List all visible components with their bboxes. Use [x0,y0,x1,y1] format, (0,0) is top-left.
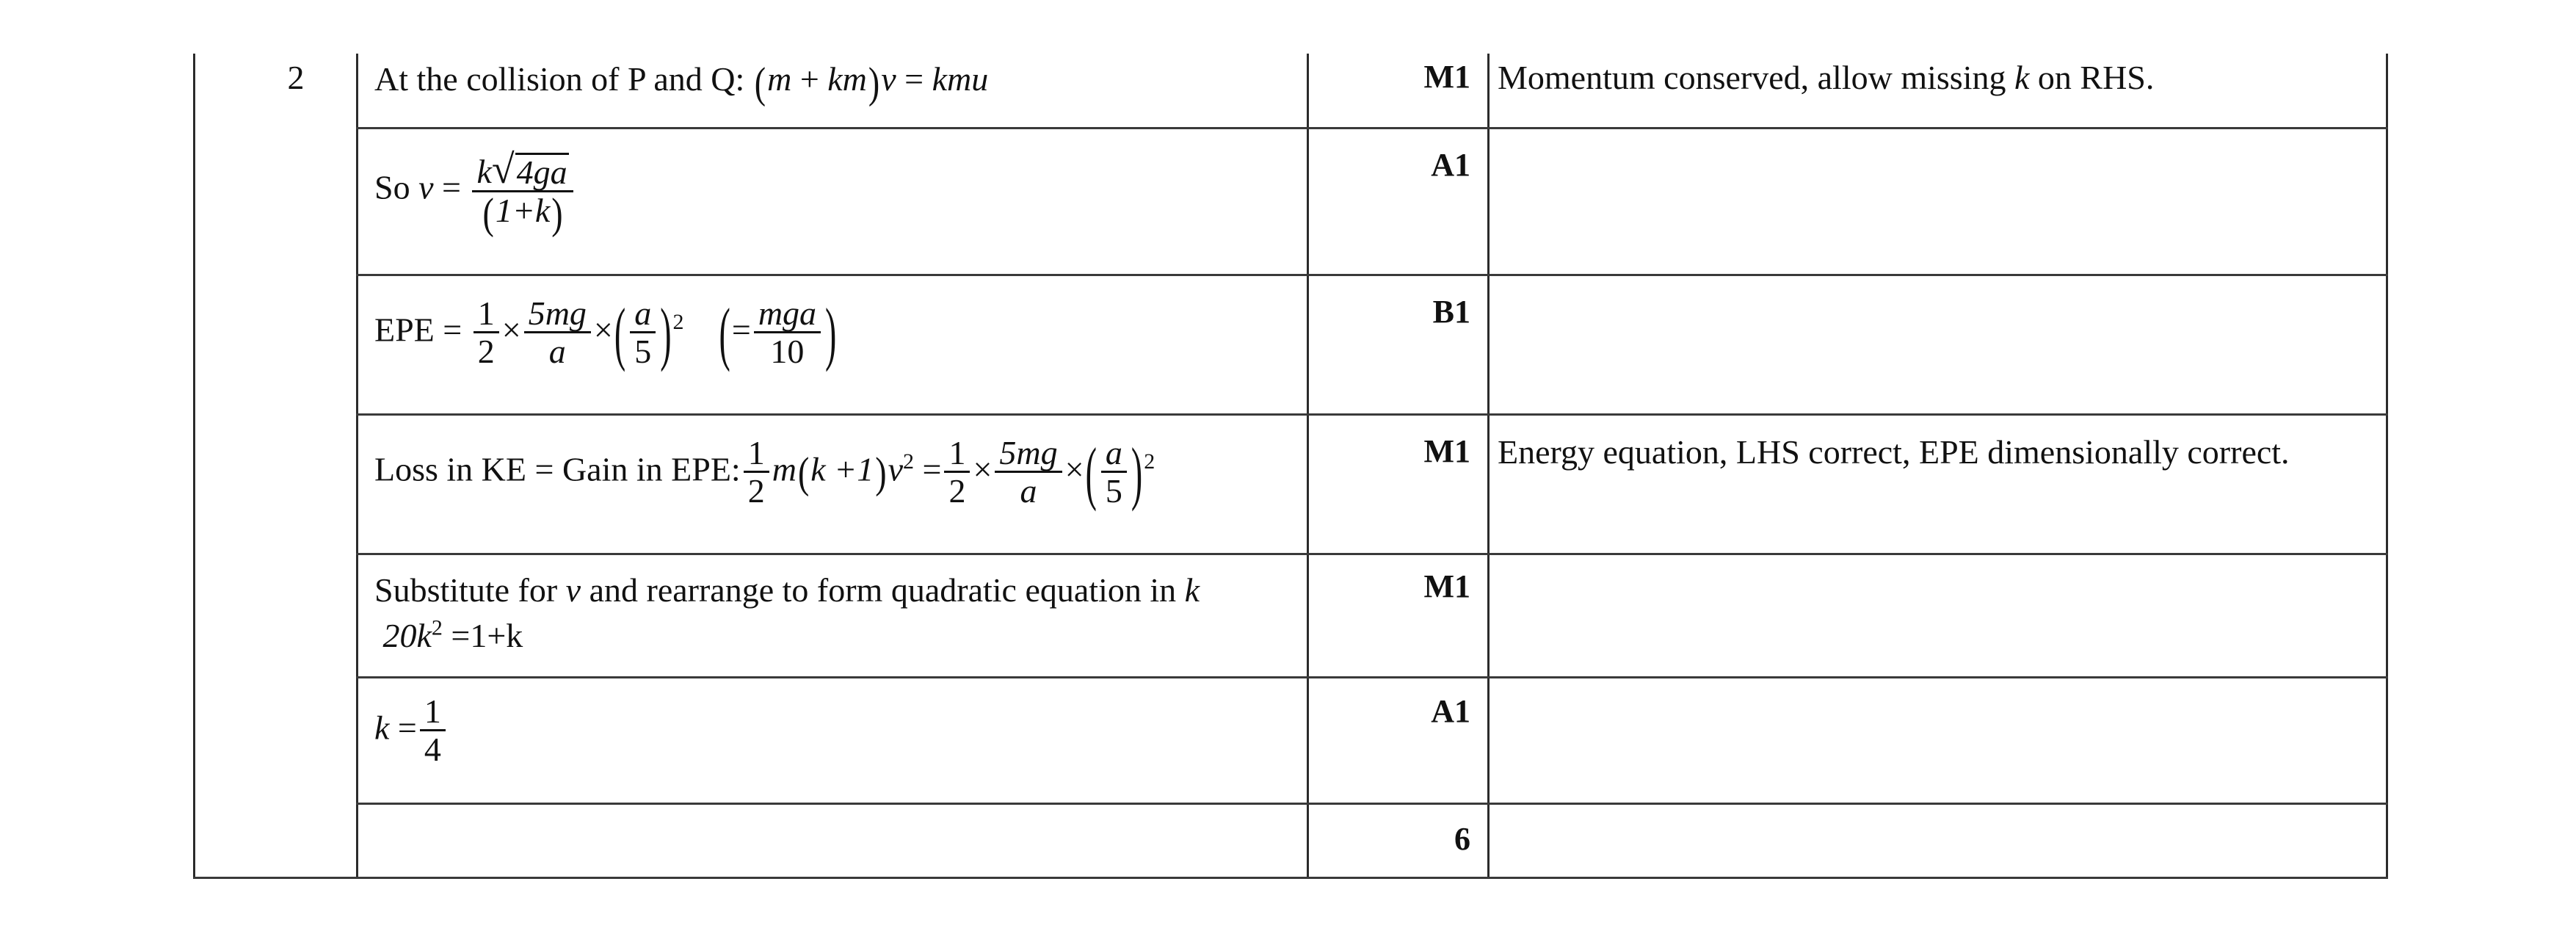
mark-row-6: A1 [1431,693,1470,729]
mark-row-5: M1 [1423,568,1470,604]
row-divider [356,127,2388,129]
guidance-row-4: Energy equation, LHS correct, EPE dimensionally correct. [1498,433,2290,471]
answer-row-4: Loss in KE = Gain in EPE: $\frac{1}{2}$ $m(k +1)v^2$ = $\frac{1}{2}$ × $\frac{5mg}{a}$ ×( $\frac{a}{5}$ )$^2$ [374,432,1155,512]
row-divider [356,553,2388,555]
table-bottom-border [193,877,2388,879]
momentum-equation: (m + km)v = kmu [754,57,989,107]
mark-row-1: M1 [1423,59,1470,95]
answer-text: At the collision of P and Q: [374,60,745,98]
row-divider [356,676,2388,678]
mark-row-2: A1 [1431,147,1470,183]
row-divider [356,413,2388,416]
answer-column-left-rule [356,54,358,879]
guidance-row-1: Momentum conserved, allow missing k on RHS. [1498,59,2155,96]
answer-row-5: Substitute for v and rearrange to form quadratic equation in k $20k^2 =1+k$ [374,571,1200,655]
table-right-border [2386,54,2388,879]
question-number: 2 [287,59,305,96]
answer-row-1 [374,57,1307,107]
answer-row-2: So v = k √ 4ga (1+k) [374,149,1307,233]
mark-row-4: M1 [1423,433,1470,469]
mark-scheme-table [193,54,2388,879]
row-divider [356,274,2388,276]
velocity-fraction: k √ 4ga (1+k) [472,149,573,233]
answer-row-3: EPE = $\frac{1}{2}$ × $\frac{5mg}{a}$ ×( $\frac{a}{5}$ )$^2$ (= $\frac{\text{mga}}{10}$ ) [374,293,837,372]
total-marks: 6 [1454,821,1470,857]
row-divider [356,803,2388,805]
mark-row-3: B1 [1432,294,1470,330]
guidance-column-left-rule [1487,54,1490,879]
table-left-border [193,54,195,879]
answer-row-6: k = $\frac{1}{4}$ [374,694,1307,769]
